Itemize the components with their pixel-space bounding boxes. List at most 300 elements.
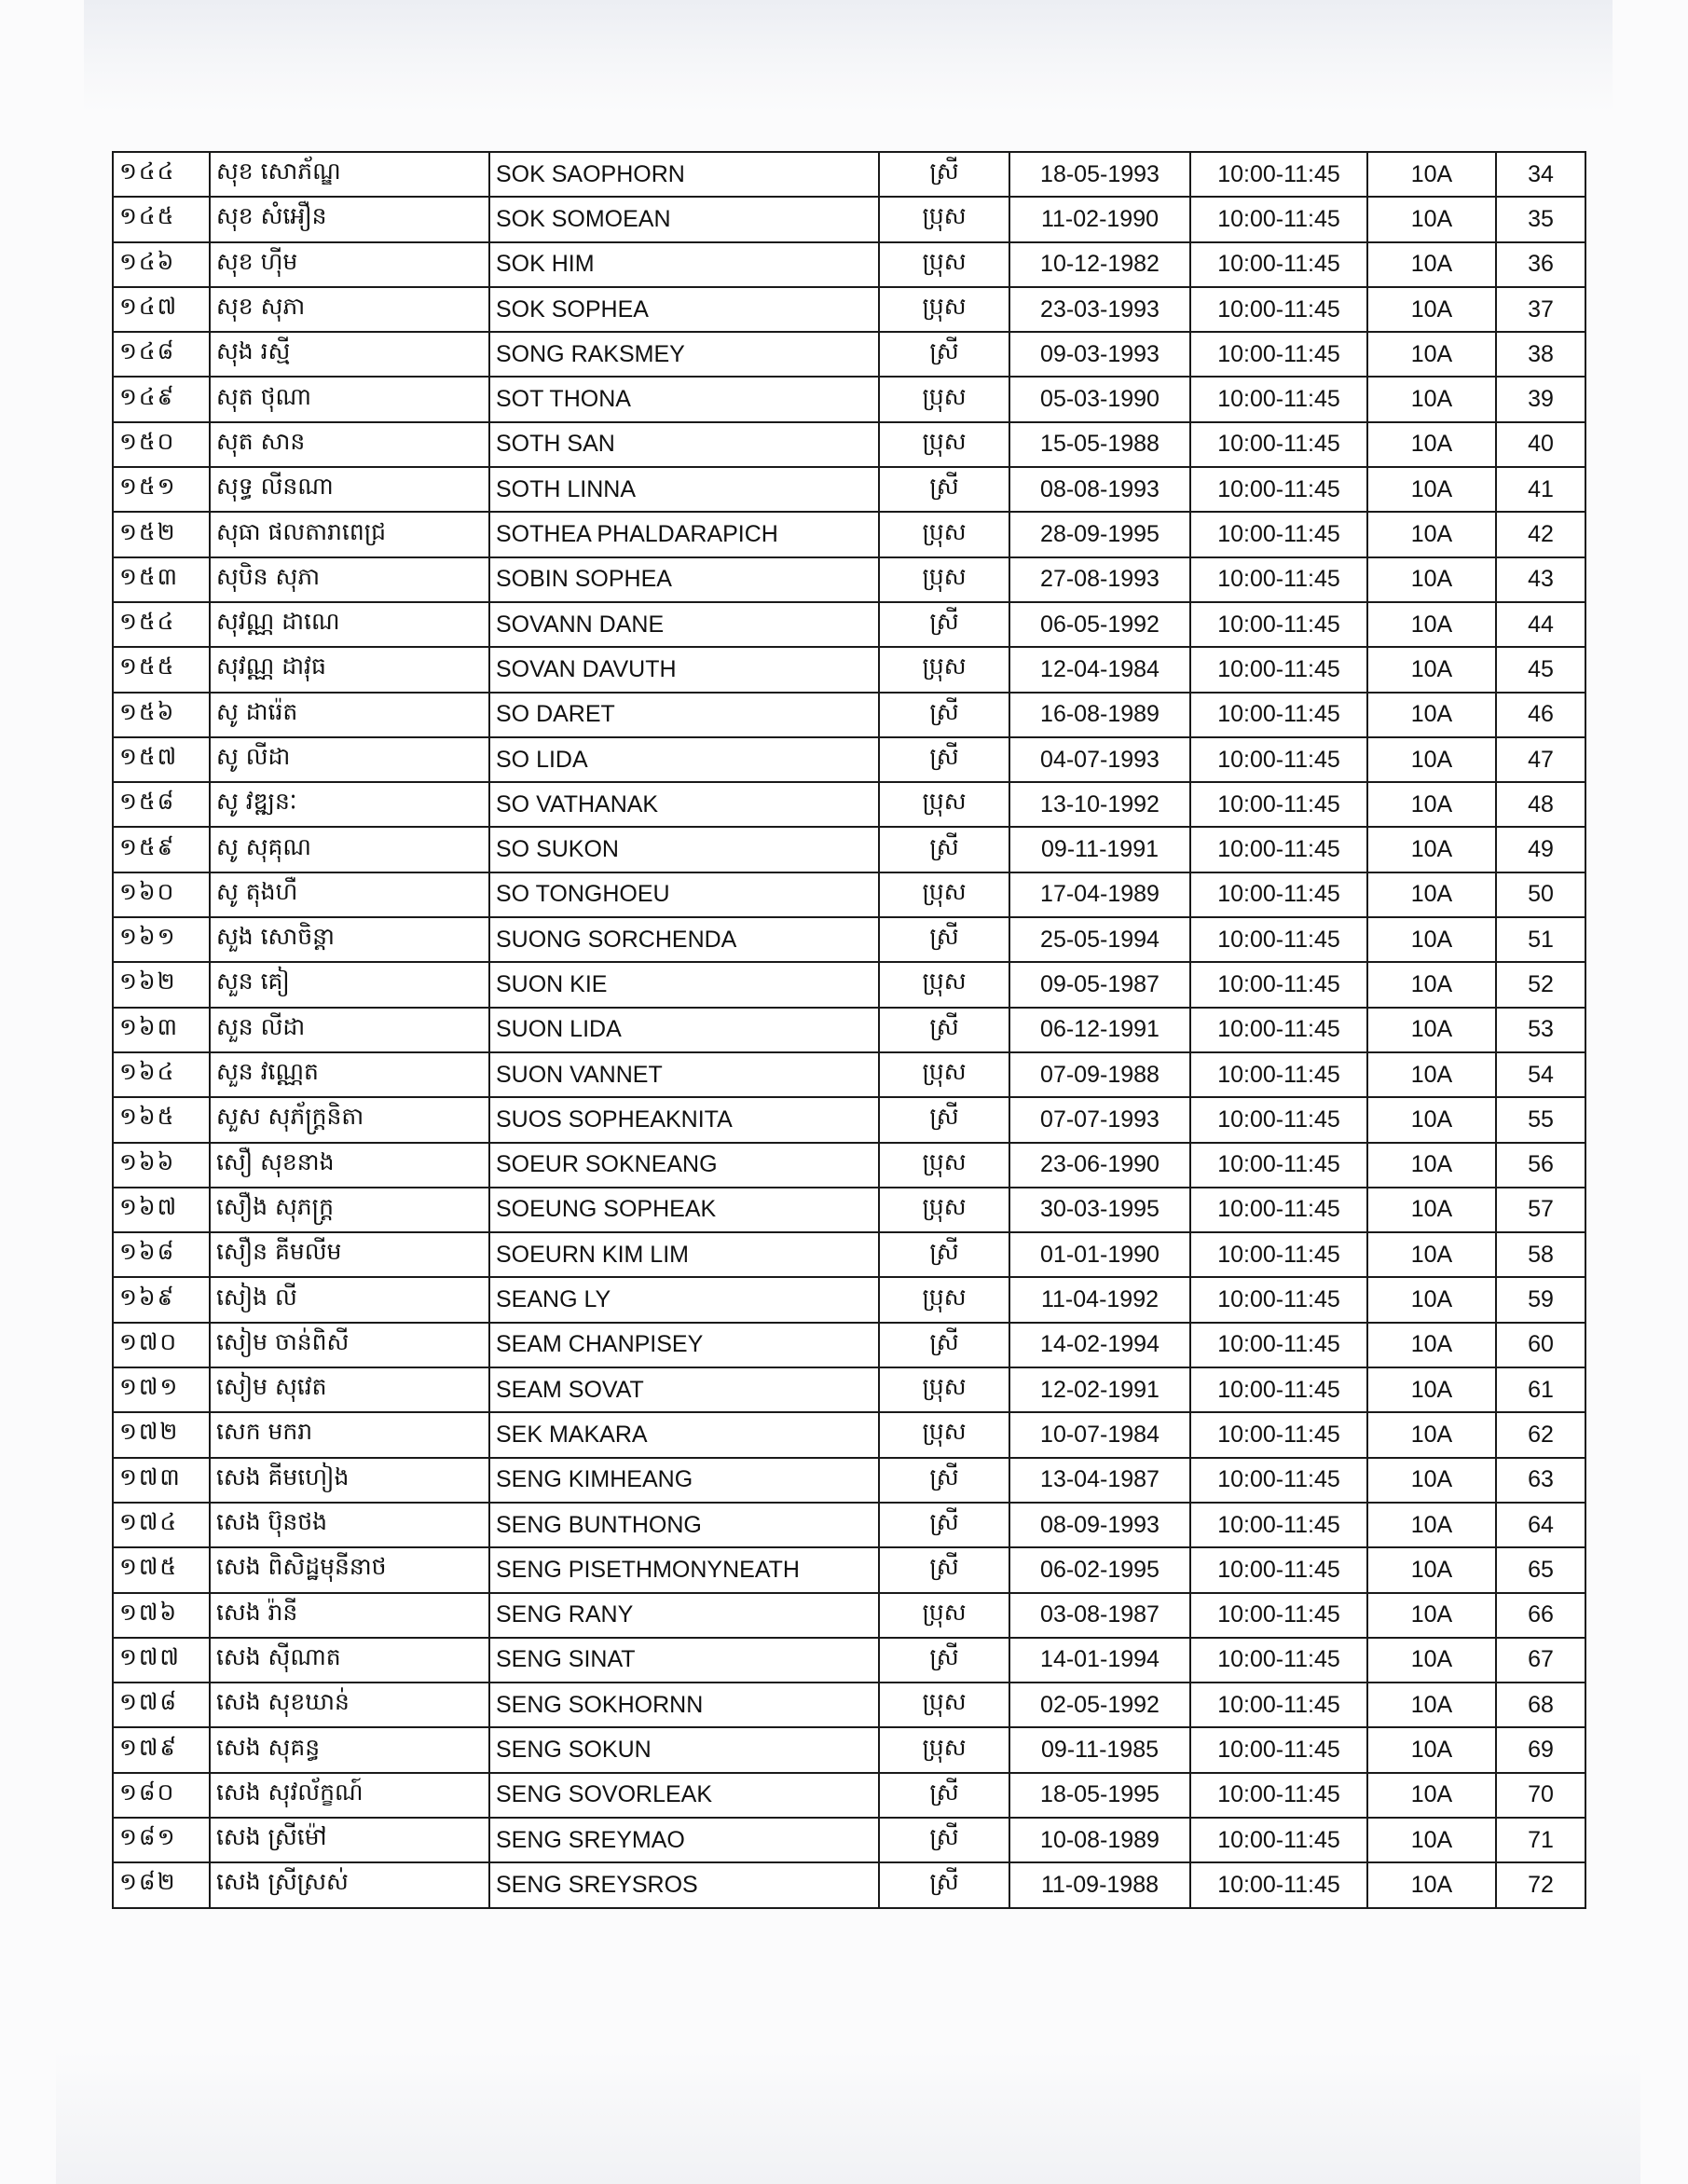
name-latin-cell: SOK HIM (489, 242, 879, 287)
exam-time-cell: 10:00-11:45 (1190, 1008, 1367, 1052)
row-number-cell: ១៥៨ (113, 782, 210, 827)
seat-number-cell: 42 (1496, 512, 1585, 556)
name-latin-cell: SOVAN DAVUTH (489, 647, 879, 692)
sex-cell: ស្រី (879, 737, 1009, 782)
exam-time-cell: 10:00-11:45 (1190, 647, 1367, 692)
table-row (113, 1683, 1585, 1727)
name-latin-cell: SOEURN KIM LIM (489, 1232, 879, 1277)
sex-cell: ស្រី (879, 1503, 1009, 1547)
row-number-cell: ១៧៩ (113, 1727, 210, 1772)
seat-number-cell: 45 (1496, 647, 1585, 692)
exam-time-cell: 10:00-11:45 (1190, 467, 1367, 512)
name-khmer-cell: សួន វណ្ណេត (210, 1052, 489, 1097)
name-latin-cell: SOK SOPHEA (489, 287, 879, 332)
date-of-birth-cell: 13-10-1992 (1009, 782, 1190, 827)
exam-time-cell: 10:00-11:45 (1190, 1188, 1367, 1232)
row-number-cell: ១៦៦ (113, 1143, 210, 1188)
table-row (113, 1503, 1585, 1547)
date-of-birth-cell: 04-07-1993 (1009, 737, 1190, 782)
exam-time-cell: 10:00-11:45 (1190, 1547, 1367, 1592)
name-khmer-cell: សុវណ្ណ ដាវុធ (210, 647, 489, 692)
table-row (113, 1367, 1585, 1412)
sex-cell: ប្រុស (879, 782, 1009, 827)
table-row (113, 962, 1585, 1007)
name-latin-cell: SEAM SOVAT (489, 1367, 879, 1412)
name-latin-cell: SEANG LY (489, 1277, 879, 1322)
sex-cell: ស្រី (879, 1862, 1009, 1907)
name-khmer-cell: សុខ សុភា (210, 287, 489, 332)
seat-number-cell: 38 (1496, 332, 1585, 377)
exam-time-cell: 10:00-11:45 (1190, 1052, 1367, 1097)
name-latin-cell: SENG SREYMAO (489, 1818, 879, 1862)
table-row (113, 1143, 1585, 1188)
room-cell: 10A (1367, 737, 1496, 782)
room-cell: 10A (1367, 557, 1496, 602)
date-of-birth-cell: 23-03-1993 (1009, 287, 1190, 332)
name-khmer-cell: សឿង សុភក្ត្រ (210, 1188, 489, 1232)
date-of-birth-cell: 08-09-1993 (1009, 1503, 1190, 1547)
date-of-birth-cell: 09-03-1993 (1009, 332, 1190, 377)
date-of-birth-cell: 10-08-1989 (1009, 1818, 1190, 1862)
sex-cell: ស្រី (879, 467, 1009, 512)
table-row (113, 827, 1585, 872)
exam-time-cell: 10:00-11:45 (1190, 332, 1367, 377)
table-row (113, 1097, 1585, 1142)
seat-number-cell: 72 (1496, 1862, 1585, 1907)
room-cell: 10A (1367, 1097, 1496, 1142)
name-khmer-cell: សុធា ផលតារាពេជ្រ (210, 512, 489, 556)
seat-number-cell: 49 (1496, 827, 1585, 872)
exam-time-cell: 10:00-11:45 (1190, 1638, 1367, 1683)
name-khmer-cell: សូ សុគុណ (210, 827, 489, 872)
seat-number-cell: 35 (1496, 197, 1585, 241)
seat-number-cell: 40 (1496, 422, 1585, 467)
room-cell: 10A (1367, 287, 1496, 332)
exam-time-cell: 10:00-11:45 (1190, 1503, 1367, 1547)
seat-number-cell: 65 (1496, 1547, 1585, 1592)
row-number-cell: ១៦១ (113, 917, 210, 962)
name-latin-cell: SOK SOMOEAN (489, 197, 879, 241)
seat-number-cell: 66 (1496, 1593, 1585, 1638)
sex-cell: ស្រី (879, 332, 1009, 377)
name-latin-cell: SOT THONA (489, 377, 879, 421)
table-row (113, 512, 1585, 556)
seat-number-cell: 68 (1496, 1683, 1585, 1727)
table-row (113, 242, 1585, 287)
exam-time-cell: 10:00-11:45 (1190, 1773, 1367, 1818)
room-cell: 10A (1367, 242, 1496, 287)
name-latin-cell: SUON LIDA (489, 1008, 879, 1052)
date-of-birth-cell: 16-08-1989 (1009, 693, 1190, 737)
row-number-cell: ១៤៥ (113, 197, 210, 241)
name-khmer-cell: សុខ សោភ័ណ្ឌ (210, 152, 489, 197)
exam-time-cell: 10:00-11:45 (1190, 242, 1367, 287)
sex-cell: ប្រុស (879, 872, 1009, 917)
exam-time-cell: 10:00-11:45 (1190, 827, 1367, 872)
date-of-birth-cell: 02-05-1992 (1009, 1683, 1190, 1727)
date-of-birth-cell: 06-12-1991 (1009, 1008, 1190, 1052)
table-row (113, 197, 1585, 241)
date-of-birth-cell: 09-11-1985 (1009, 1727, 1190, 1772)
exam-time-cell: 10:00-11:45 (1190, 1727, 1367, 1772)
row-number-cell: ១៦៣ (113, 1008, 210, 1052)
exam-time-cell: 10:00-11:45 (1190, 782, 1367, 827)
exam-time-cell: 10:00-11:45 (1190, 557, 1367, 602)
table-row (113, 1547, 1585, 1592)
seat-number-cell: 56 (1496, 1143, 1585, 1188)
sex-cell: ប្រុស (879, 647, 1009, 692)
sex-cell: ស្រី (879, 1232, 1009, 1277)
seat-number-cell: 47 (1496, 737, 1585, 782)
name-khmer-cell: សុត ថុណា (210, 377, 489, 421)
row-number-cell: ១៤៧ (113, 287, 210, 332)
room-cell: 10A (1367, 827, 1496, 872)
table-row (113, 602, 1585, 647)
date-of-birth-cell: 01-01-1990 (1009, 1232, 1190, 1277)
room-cell: 10A (1367, 1188, 1496, 1232)
seat-number-cell: 36 (1496, 242, 1585, 287)
row-number-cell: ១៦២ (113, 962, 210, 1007)
row-number-cell: ១៨១ (113, 1818, 210, 1862)
name-latin-cell: SEK MAKARA (489, 1412, 879, 1457)
seat-number-cell: 62 (1496, 1412, 1585, 1457)
name-latin-cell: SOTH SAN (489, 422, 879, 467)
room-cell: 10A (1367, 1367, 1496, 1412)
exam-time-cell: 10:00-11:45 (1190, 1232, 1367, 1277)
seat-number-cell: 50 (1496, 872, 1585, 917)
exam-time-cell: 10:00-11:45 (1190, 693, 1367, 737)
exam-time-cell: 10:00-11:45 (1190, 152, 1367, 197)
seat-number-cell: 44 (1496, 602, 1585, 647)
room-cell: 10A (1367, 782, 1496, 827)
name-khmer-cell: សួន គៀ (210, 962, 489, 1007)
name-latin-cell: SENG KIMHEANG (489, 1458, 879, 1503)
name-latin-cell: SOK SAOPHORN (489, 152, 879, 197)
name-khmer-cell: សៀម ចាន់ពិសី (210, 1323, 489, 1367)
room-cell: 10A (1367, 1638, 1496, 1683)
sex-cell: ស្រី (879, 1008, 1009, 1052)
sex-cell: ប្រុស (879, 1683, 1009, 1727)
name-khmer-cell: សេង សុខឃាន់ (210, 1683, 489, 1727)
room-cell: 10A (1367, 1458, 1496, 1503)
room-cell: 10A (1367, 1683, 1496, 1727)
table-row (113, 287, 1585, 332)
name-khmer-cell: សេង គីមហៀង (210, 1458, 489, 1503)
name-khmer-cell: សួង សោចិន្តា (210, 917, 489, 962)
seat-number-cell: 43 (1496, 557, 1585, 602)
table-row (113, 467, 1585, 512)
seat-number-cell: 67 (1496, 1638, 1585, 1683)
seat-number-cell: 59 (1496, 1277, 1585, 1322)
date-of-birth-cell: 09-05-1987 (1009, 962, 1190, 1007)
date-of-birth-cell: 28-09-1995 (1009, 512, 1190, 556)
table-row (113, 1862, 1585, 1907)
exam-time-cell: 10:00-11:45 (1190, 1143, 1367, 1188)
exam-time-cell: 10:00-11:45 (1190, 377, 1367, 421)
exam-time-cell: 10:00-11:45 (1190, 422, 1367, 467)
exam-time-cell: 10:00-11:45 (1190, 1367, 1367, 1412)
date-of-birth-cell: 13-04-1987 (1009, 1458, 1190, 1503)
table-row (113, 332, 1585, 377)
seat-number-cell: 58 (1496, 1232, 1585, 1277)
row-number-cell: ១៦៩ (113, 1277, 210, 1322)
room-cell: 10A (1367, 1593, 1496, 1638)
date-of-birth-cell: 12-02-1991 (1009, 1367, 1190, 1412)
exam-time-cell: 10:00-11:45 (1190, 917, 1367, 962)
name-khmer-cell: សូ លីដា (210, 737, 489, 782)
exam-time-cell: 10:00-11:45 (1190, 602, 1367, 647)
table-row (113, 1323, 1585, 1367)
sex-cell: ស្រី (879, 1547, 1009, 1592)
name-latin-cell: SUONG SORCHENDA (489, 917, 879, 962)
seat-number-cell: 41 (1496, 467, 1585, 512)
seat-number-cell: 57 (1496, 1188, 1585, 1232)
row-number-cell: ១៦៨ (113, 1232, 210, 1277)
table-row (113, 1593, 1585, 1638)
room-cell: 10A (1367, 1862, 1496, 1907)
sex-cell: ប្រុស (879, 197, 1009, 241)
name-khmer-cell: សឿ សុខនាង (210, 1143, 489, 1188)
name-khmer-cell: សូ ដារ៉េត (210, 693, 489, 737)
sex-cell: ប្រុស (879, 377, 1009, 421)
name-latin-cell: SENG SREYSROS (489, 1862, 879, 1907)
row-number-cell: ១៥៣ (113, 557, 210, 602)
row-number-cell: ១៥៥ (113, 647, 210, 692)
sex-cell: ស្រី (879, 917, 1009, 962)
room-cell: 10A (1367, 1052, 1496, 1097)
row-number-cell: ១៤៦ (113, 242, 210, 287)
name-latin-cell: SO DARET (489, 693, 879, 737)
row-number-cell: ១៧០ (113, 1323, 210, 1367)
name-khmer-cell: សុង រស្មី (210, 332, 489, 377)
name-khmer-cell: សេង ស្រីស្រស់ (210, 1862, 489, 1907)
date-of-birth-cell: 10-07-1984 (1009, 1412, 1190, 1457)
room-cell: 10A (1367, 197, 1496, 241)
date-of-birth-cell: 10-12-1982 (1009, 242, 1190, 287)
table-row (113, 1773, 1585, 1818)
roster-body (113, 152, 1585, 1908)
seat-number-cell: 46 (1496, 693, 1585, 737)
sex-cell: ស្រី (879, 827, 1009, 872)
seat-number-cell: 69 (1496, 1727, 1585, 1772)
sex-cell: ប្រុស (879, 1367, 1009, 1412)
name-latin-cell: SO LIDA (489, 737, 879, 782)
exam-time-cell: 10:00-11:45 (1190, 1412, 1367, 1457)
room-cell: 10A (1367, 602, 1496, 647)
exam-time-cell: 10:00-11:45 (1190, 1862, 1367, 1907)
sex-cell: ស្រី (879, 1458, 1009, 1503)
row-number-cell: ១៨២ (113, 1862, 210, 1907)
date-of-birth-cell: 03-08-1987 (1009, 1593, 1190, 1638)
seat-number-cell: 70 (1496, 1773, 1585, 1818)
row-number-cell: ១៧២ (113, 1412, 210, 1457)
room-cell: 10A (1367, 1232, 1496, 1277)
exam-time-cell: 10:00-11:45 (1190, 1458, 1367, 1503)
row-number-cell: ១៦៧ (113, 1188, 210, 1232)
seat-number-cell: 37 (1496, 287, 1585, 332)
room-cell: 10A (1367, 1503, 1496, 1547)
table-row (113, 647, 1585, 692)
table-row (113, 1052, 1585, 1097)
date-of-birth-cell: 14-01-1994 (1009, 1638, 1190, 1683)
date-of-birth-cell: 11-09-1988 (1009, 1862, 1190, 1907)
name-latin-cell: SO TONGHOEU (489, 872, 879, 917)
sex-cell: ប្រុស (879, 1188, 1009, 1232)
name-khmer-cell: សួស សុភ័ក្ត្រនិតា (210, 1097, 489, 1142)
name-khmer-cell: សៀម សុវេត (210, 1367, 489, 1412)
sex-cell: ប្រុស (879, 422, 1009, 467)
name-latin-cell: SO VATHANAK (489, 782, 879, 827)
table-row (113, 377, 1585, 421)
sex-cell: ប្រុស (879, 1412, 1009, 1457)
name-latin-cell: SENG BUNTHONG (489, 1503, 879, 1547)
exam-time-cell: 10:00-11:45 (1190, 1683, 1367, 1727)
room-cell: 10A (1367, 1547, 1496, 1592)
table-row (113, 1458, 1585, 1503)
row-number-cell: ១៦៥ (113, 1097, 210, 1142)
table-row (113, 422, 1585, 467)
date-of-birth-cell: 30-03-1995 (1009, 1188, 1190, 1232)
room-cell: 10A (1367, 467, 1496, 512)
exam-time-cell: 10:00-11:45 (1190, 287, 1367, 332)
room-cell: 10A (1367, 1143, 1496, 1188)
name-latin-cell: SUON VANNET (489, 1052, 879, 1097)
name-khmer-cell: សុបិន សុភា (210, 557, 489, 602)
seat-number-cell: 64 (1496, 1503, 1585, 1547)
name-khmer-cell: សួន លីដា (210, 1008, 489, 1052)
name-khmer-cell: សឿន គីមលីម (210, 1232, 489, 1277)
name-khmer-cell: សុវណ្ណ ដាណេ (210, 602, 489, 647)
exam-time-cell: 10:00-11:45 (1190, 197, 1367, 241)
table-row (113, 782, 1585, 827)
seat-number-cell: 63 (1496, 1458, 1585, 1503)
room-cell: 10A (1367, 1323, 1496, 1367)
sex-cell: ប្រុស (879, 1277, 1009, 1322)
seat-number-cell: 48 (1496, 782, 1585, 827)
seat-number-cell: 60 (1496, 1323, 1585, 1367)
name-latin-cell: SOTHEA PHALDARAPICH (489, 512, 879, 556)
table-row (113, 1638, 1585, 1683)
date-of-birth-cell: 09-11-1991 (1009, 827, 1190, 872)
exam-time-cell: 10:00-11:45 (1190, 1097, 1367, 1142)
date-of-birth-cell: 11-02-1990 (1009, 197, 1190, 241)
name-latin-cell: SENG SOVORLEAK (489, 1773, 879, 1818)
table-row (113, 557, 1585, 602)
name-latin-cell: SOVANN DANE (489, 602, 879, 647)
exam-time-cell: 10:00-11:45 (1190, 1593, 1367, 1638)
room-cell: 10A (1367, 1773, 1496, 1818)
date-of-birth-cell: 11-04-1992 (1009, 1277, 1190, 1322)
name-latin-cell: SO SUKON (489, 827, 879, 872)
name-latin-cell: SOEUNG SOPHEAK (489, 1188, 879, 1232)
seat-number-cell: 39 (1496, 377, 1585, 421)
row-number-cell: ១៥១ (113, 467, 210, 512)
name-khmer-cell: សេង ពិសិដ្ឋមុនីនាថ (210, 1547, 489, 1592)
row-number-cell: ១៧៥ (113, 1547, 210, 1592)
sex-cell: ស្រី (879, 1097, 1009, 1142)
row-number-cell: ១៥៩ (113, 827, 210, 872)
name-khmer-cell: សុត សាន (210, 422, 489, 467)
name-khmer-cell: សេង រ៉ានី (210, 1593, 489, 1638)
exam-time-cell: 10:00-11:45 (1190, 1277, 1367, 1322)
row-number-cell: ១៥៧ (113, 737, 210, 782)
room-cell: 10A (1367, 693, 1496, 737)
exam-time-cell: 10:00-11:45 (1190, 1323, 1367, 1367)
sex-cell: ស្រី (879, 1638, 1009, 1683)
exam-time-cell: 10:00-11:45 (1190, 512, 1367, 556)
name-latin-cell: SENG RANY (489, 1593, 879, 1638)
table-row (113, 1008, 1585, 1052)
scan-shadow-top (84, 0, 1613, 112)
room-cell: 10A (1367, 377, 1496, 421)
name-latin-cell: SOTH LINNA (489, 467, 879, 512)
row-number-cell: ១៧១ (113, 1367, 210, 1412)
row-number-cell: ១៦៤ (113, 1052, 210, 1097)
table-row (113, 917, 1585, 962)
name-khmer-cell: សៀង លី (210, 1277, 489, 1322)
name-khmer-cell: សេង ស៊ីណាត (210, 1638, 489, 1683)
seat-number-cell: 34 (1496, 152, 1585, 197)
row-number-cell: ១៤៤ (113, 152, 210, 197)
row-number-cell: ១៥០ (113, 422, 210, 467)
name-khmer-cell: សុខ ហ៊ីម (210, 242, 489, 287)
name-latin-cell: SENG SOKUN (489, 1727, 879, 1772)
name-latin-cell: SENG SINAT (489, 1638, 879, 1683)
room-cell: 10A (1367, 332, 1496, 377)
name-latin-cell: SUOS SOPHEAKNITA (489, 1097, 879, 1142)
name-latin-cell: SOEUR SOKNEANG (489, 1143, 879, 1188)
room-cell: 10A (1367, 1412, 1496, 1457)
name-khmer-cell: សូ វឌ្ឍនៈ (210, 782, 489, 827)
name-latin-cell: SENG SOKHORNN (489, 1683, 879, 1727)
room-cell: 10A (1367, 1277, 1496, 1322)
table-row (113, 1232, 1585, 1277)
sex-cell: ប្រុស (879, 1593, 1009, 1638)
date-of-birth-cell: 23-06-1990 (1009, 1143, 1190, 1188)
room-cell: 10A (1367, 1818, 1496, 1862)
row-number-cell: ១៦០ (113, 872, 210, 917)
room-cell: 10A (1367, 512, 1496, 556)
date-of-birth-cell: 17-04-1989 (1009, 872, 1190, 917)
seat-number-cell: 54 (1496, 1052, 1585, 1097)
date-of-birth-cell: 15-05-1988 (1009, 422, 1190, 467)
row-number-cell: ១៥២ (113, 512, 210, 556)
exam-time-cell: 10:00-11:45 (1190, 962, 1367, 1007)
row-number-cell: ១៧៤ (113, 1503, 210, 1547)
room-cell: 10A (1367, 962, 1496, 1007)
exam-time-cell: 10:00-11:45 (1190, 1818, 1367, 1862)
row-number-cell: ១៨០ (113, 1773, 210, 1818)
table-row (113, 152, 1585, 197)
table-row (113, 1412, 1585, 1457)
date-of-birth-cell: 18-05-1993 (1009, 152, 1190, 197)
room-cell: 10A (1367, 872, 1496, 917)
row-number-cell: ១៧៨ (113, 1683, 210, 1727)
name-latin-cell: SOBIN SOPHEA (489, 557, 879, 602)
seat-number-cell: 55 (1496, 1097, 1585, 1142)
date-of-birth-cell: 07-07-1993 (1009, 1097, 1190, 1142)
date-of-birth-cell: 06-05-1992 (1009, 602, 1190, 647)
sex-cell: ស្រី (879, 1323, 1009, 1367)
name-khmer-cell: សូ តុងហឺ (210, 872, 489, 917)
seat-number-cell: 52 (1496, 962, 1585, 1007)
sex-cell: ស្រី (879, 1773, 1009, 1818)
sex-cell: ស្រី (879, 693, 1009, 737)
row-number-cell: ១៧៣ (113, 1458, 210, 1503)
exam-time-cell: 10:00-11:45 (1190, 872, 1367, 917)
room-cell: 10A (1367, 1727, 1496, 1772)
sex-cell: ស្រី (879, 152, 1009, 197)
